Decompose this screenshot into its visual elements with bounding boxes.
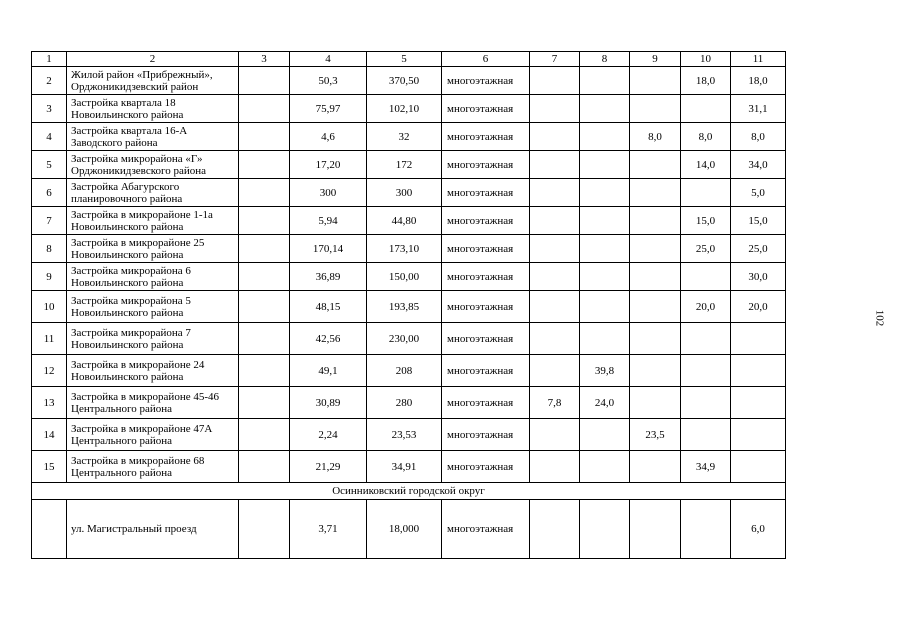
cell-c4: 30,89: [290, 387, 367, 419]
table-row: [32, 235, 786, 263]
table-row: [32, 123, 786, 151]
cell-c3: [239, 451, 290, 483]
column-header: 2: [67, 52, 239, 67]
object-name-cell: [67, 95, 239, 123]
cell-c9: [630, 235, 681, 263]
cell-c3: [239, 67, 290, 95]
cell-c6: многоэтажная: [442, 95, 530, 123]
cell-c7: [530, 235, 580, 263]
column-header: 1: [32, 52, 67, 67]
cell-c1: 5: [32, 151, 67, 179]
cell-c8: [580, 235, 630, 263]
object-name-cell: [67, 323, 239, 355]
cell-c6: многоэтажная: [442, 500, 530, 559]
cell-c5: 172: [367, 151, 442, 179]
column-header: 11: [731, 52, 786, 67]
cell-c9: [630, 95, 681, 123]
cell-c3: [239, 151, 290, 179]
object-name-line: Новоильинского района: [71, 276, 184, 289]
cell-c6: многоэтажная: [442, 67, 530, 95]
cell-c6: многоэтажная: [442, 263, 530, 291]
cell-c11: 20,0: [731, 291, 786, 323]
object-name-cell: [67, 123, 239, 151]
cell-c4: 170,14: [290, 235, 367, 263]
cell-c8: [580, 123, 630, 151]
cell-c11: 8,0: [731, 123, 786, 151]
cell-c10: [681, 355, 731, 387]
object-name-cell: [67, 355, 239, 387]
cell-c8: [580, 179, 630, 207]
table-row: [32, 263, 786, 291]
cell-c10: [681, 500, 731, 559]
cell-c6: многоэтажная: [442, 355, 530, 387]
column-number-row: [32, 52, 786, 67]
cell-c4: 75,97: [290, 95, 367, 123]
cell-c7: [530, 67, 580, 95]
cell-c7: [530, 207, 580, 235]
cell-c5: 370,50: [367, 67, 442, 95]
cell-c8: [580, 451, 630, 483]
housing-table: [31, 51, 786, 559]
cell-c6: многоэтажная: [442, 387, 530, 419]
cell-c1: 9: [32, 263, 67, 291]
cell-c10: [681, 419, 731, 451]
object-name-line: Заводского района: [71, 136, 158, 149]
cell-c3: [239, 355, 290, 387]
cell-c8: [580, 291, 630, 323]
cell-c9: 8,0: [630, 123, 681, 151]
object-name-line: Застройка в микрорайоне 45-46: [71, 390, 220, 403]
cell-c1: 14: [32, 419, 67, 451]
object-name-cell: [67, 263, 239, 291]
cell-c7: [530, 151, 580, 179]
object-name-line: Орджоникидзевского района: [71, 164, 207, 177]
cell-c5: 34,91: [367, 451, 442, 483]
table-row: [32, 207, 786, 235]
cell-c10: [681, 323, 731, 355]
cell-c9: [630, 355, 681, 387]
cell-c8: [580, 67, 630, 95]
cell-c8: [580, 323, 630, 355]
cell-c7: [530, 291, 580, 323]
cell-c10: [681, 179, 731, 207]
object-name-line: Центрального района: [71, 466, 173, 479]
object-name-cell: [67, 151, 239, 179]
cell-c1: 7: [32, 207, 67, 235]
cell-c11: [731, 323, 786, 355]
cell-c10: 14,0: [681, 151, 731, 179]
cell-c4: 48,15: [290, 291, 367, 323]
cell-c8: [580, 95, 630, 123]
object-name-line: Застройка в микрорайоне 25: [71, 236, 205, 249]
cell-c5: 23,53: [367, 419, 442, 451]
cell-c11: 25,0: [731, 235, 786, 263]
column-header: 3: [239, 52, 290, 67]
cell-c3: [239, 207, 290, 235]
table-row: [32, 323, 786, 355]
cell-c9: [630, 387, 681, 419]
object-name-line: планировочного района: [71, 192, 183, 205]
column-header: 6: [442, 52, 530, 67]
cell-c4: 300: [290, 179, 367, 207]
object-name-line: Застройка в микрорайоне 1-1а: [71, 208, 213, 221]
cell-c3: [239, 291, 290, 323]
cell-c4: 5,94: [290, 207, 367, 235]
cell-c3: [239, 179, 290, 207]
cell-c7: [530, 500, 580, 559]
cell-c10: 8,0: [681, 123, 731, 151]
object-name-cell: [67, 500, 239, 559]
cell-c9: [630, 67, 681, 95]
object-name-line: Новоильинского района: [71, 370, 184, 383]
table-row: [32, 419, 786, 451]
cell-c6: многоэтажная: [442, 235, 530, 263]
cell-c11: 18,0: [731, 67, 786, 95]
cell-c7: [530, 95, 580, 123]
object-name-line: Застройка в микрорайоне 24: [71, 358, 205, 371]
cell-c5: 173,10: [367, 235, 442, 263]
column-header: 5: [367, 52, 442, 67]
cell-c3: [239, 123, 290, 151]
cell-c8: [580, 263, 630, 291]
cell-c5: 102,10: [367, 95, 442, 123]
cell-c1: 15: [32, 451, 67, 483]
cell-c4: 17,20: [290, 151, 367, 179]
cell-c7: [530, 263, 580, 291]
object-name-cell: [67, 291, 239, 323]
object-name-line: Застройка микрорайона 6: [71, 264, 191, 277]
cell-c5: 193,85: [367, 291, 442, 323]
object-name-line: Застройка микрорайона 7: [71, 326, 191, 339]
cell-c9: [630, 291, 681, 323]
cell-c4: 21,29: [290, 451, 367, 483]
cell-c4: 36,89: [290, 263, 367, 291]
cell-c11: 15,0: [731, 207, 786, 235]
cell-c4: 4,6: [290, 123, 367, 151]
cell-c7: [530, 451, 580, 483]
object-name-line: Жилой район «Прибрежный»,: [71, 68, 213, 81]
object-name-line: ул. Магистральный проезд: [71, 523, 197, 535]
cell-c1: 12: [32, 355, 67, 387]
cell-c10: [681, 387, 731, 419]
cell-c10: 25,0: [681, 235, 731, 263]
object-name-line: Новоильинского района: [71, 108, 184, 121]
cell-c11: [731, 419, 786, 451]
cell-c11: 5,0: [731, 179, 786, 207]
cell-c11: 34,0: [731, 151, 786, 179]
cell-c3: [239, 323, 290, 355]
cell-c6: многоэтажная: [442, 151, 530, 179]
object-name-cell: [67, 207, 239, 235]
cell-c5: 208: [367, 355, 442, 387]
cell-c7: [530, 419, 580, 451]
section-title: Осинниковский городской округ: [32, 483, 786, 500]
cell-c11: [731, 355, 786, 387]
table-row: [32, 500, 786, 559]
cell-c8: [580, 207, 630, 235]
object-name-cell: [67, 451, 239, 483]
cell-c1: 13: [32, 387, 67, 419]
cell-c9: [630, 151, 681, 179]
object-name-line: Застройка квартала 18: [71, 96, 176, 109]
object-name-line: Центрального района: [71, 402, 173, 415]
cell-c4: 49,1: [290, 355, 367, 387]
cell-c1: 4: [32, 123, 67, 151]
cell-c1: 11: [32, 323, 67, 355]
cell-c7: [530, 323, 580, 355]
cell-c3: [239, 387, 290, 419]
table-row: [32, 95, 786, 123]
table-row: [32, 451, 786, 483]
cell-c8: [580, 151, 630, 179]
cell-c11: 31,1: [731, 95, 786, 123]
table-row: [32, 387, 786, 419]
cell-c6: многоэтажная: [442, 123, 530, 151]
cell-c4: 42,56: [290, 323, 367, 355]
cell-c10: 20,0: [681, 291, 731, 323]
cell-c8: 24,0: [580, 387, 630, 419]
table-row: [32, 355, 786, 387]
cell-c1: 8: [32, 235, 67, 263]
cell-c11: 30,0: [731, 263, 786, 291]
object-name-line: Новоильинского района: [71, 220, 184, 233]
cell-c8: [580, 419, 630, 451]
column-header: 4: [290, 52, 367, 67]
object-name-line: Застройка квартала 16-А: [71, 124, 188, 137]
cell-c7: [530, 179, 580, 207]
cell-c9: [630, 207, 681, 235]
table-row: [32, 67, 786, 95]
table-row: [32, 151, 786, 179]
cell-c1: 2: [32, 67, 67, 95]
column-header: 9: [630, 52, 681, 67]
object-name-line: Застройка Абагурского: [71, 180, 180, 193]
object-name-line: Новоильинского района: [71, 338, 184, 351]
section-row: [32, 483, 786, 500]
cell-c4: 3,71: [290, 500, 367, 559]
cell-c11: [731, 451, 786, 483]
cell-c7: [530, 355, 580, 387]
cell-c1: 3: [32, 95, 67, 123]
cell-c9: 23,5: [630, 419, 681, 451]
cell-c9: [630, 179, 681, 207]
cell-c10: 15,0: [681, 207, 731, 235]
column-header: 8: [580, 52, 630, 67]
object-name-cell: [67, 67, 239, 95]
object-name-line: Новоильинского района: [71, 248, 184, 261]
cell-c6: многоэтажная: [442, 179, 530, 207]
cell-c6: многоэтажная: [442, 419, 530, 451]
cell-c10: 34,9: [681, 451, 731, 483]
cell-c4: 2,24: [290, 419, 367, 451]
object-name-line: Застройка в микрорайоне 68: [71, 454, 205, 467]
object-name-line: Застройка микрорайона 5: [71, 294, 191, 307]
cell-c5: 280: [367, 387, 442, 419]
object-name-cell: [67, 235, 239, 263]
cell-c4: 50,3: [290, 67, 367, 95]
object-name-line: Новоильинского района: [71, 306, 184, 319]
cell-c6: многоэтажная: [442, 207, 530, 235]
cell-c3: [239, 235, 290, 263]
object-name-line: Застройка в микрорайоне 47А: [71, 422, 213, 435]
cell-c8: 39,8: [580, 355, 630, 387]
page-number: 102: [873, 309, 886, 327]
cell-c7: [530, 123, 580, 151]
cell-c7: 7,8: [530, 387, 580, 419]
column-header: 10: [681, 52, 731, 67]
cell-c10: [681, 263, 731, 291]
cell-c10: [681, 95, 731, 123]
cell-c5: 150,00: [367, 263, 442, 291]
object-name-line: Центрального района: [71, 434, 173, 447]
cell-c11: 6,0: [731, 500, 786, 559]
cell-c5: 18,000: [367, 500, 442, 559]
cell-c5: 300: [367, 179, 442, 207]
cell-c11: [731, 387, 786, 419]
cell-c9: [630, 500, 681, 559]
cell-c5: 230,00: [367, 323, 442, 355]
cell-c6: многоэтажная: [442, 291, 530, 323]
cell-c5: 44,80: [367, 207, 442, 235]
table-row: [32, 179, 786, 207]
cell-c3: [239, 419, 290, 451]
cell-c10: 18,0: [681, 67, 731, 95]
table-row: [32, 291, 786, 323]
object-name-cell: [67, 179, 239, 207]
object-name-cell: [67, 419, 239, 451]
table-body: [32, 67, 786, 559]
object-name-line: Орджоникидзевский район: [71, 80, 199, 93]
cell-c6: многоэтажная: [442, 451, 530, 483]
cell-c3: [239, 263, 290, 291]
cell-c9: [630, 263, 681, 291]
cell-c1: [32, 500, 67, 559]
cell-c1: 10: [32, 291, 67, 323]
object-name-line: Застройка микрорайона «Г»: [71, 152, 203, 165]
cell-c3: [239, 95, 290, 123]
cell-c9: [630, 451, 681, 483]
object-name-cell: [67, 387, 239, 419]
cell-c1: 6: [32, 179, 67, 207]
column-header: 7: [530, 52, 580, 67]
cell-c6: многоэтажная: [442, 323, 530, 355]
cell-c8: [580, 500, 630, 559]
cell-c5: 32: [367, 123, 442, 151]
cell-c3: [239, 500, 290, 559]
cell-c9: [630, 323, 681, 355]
